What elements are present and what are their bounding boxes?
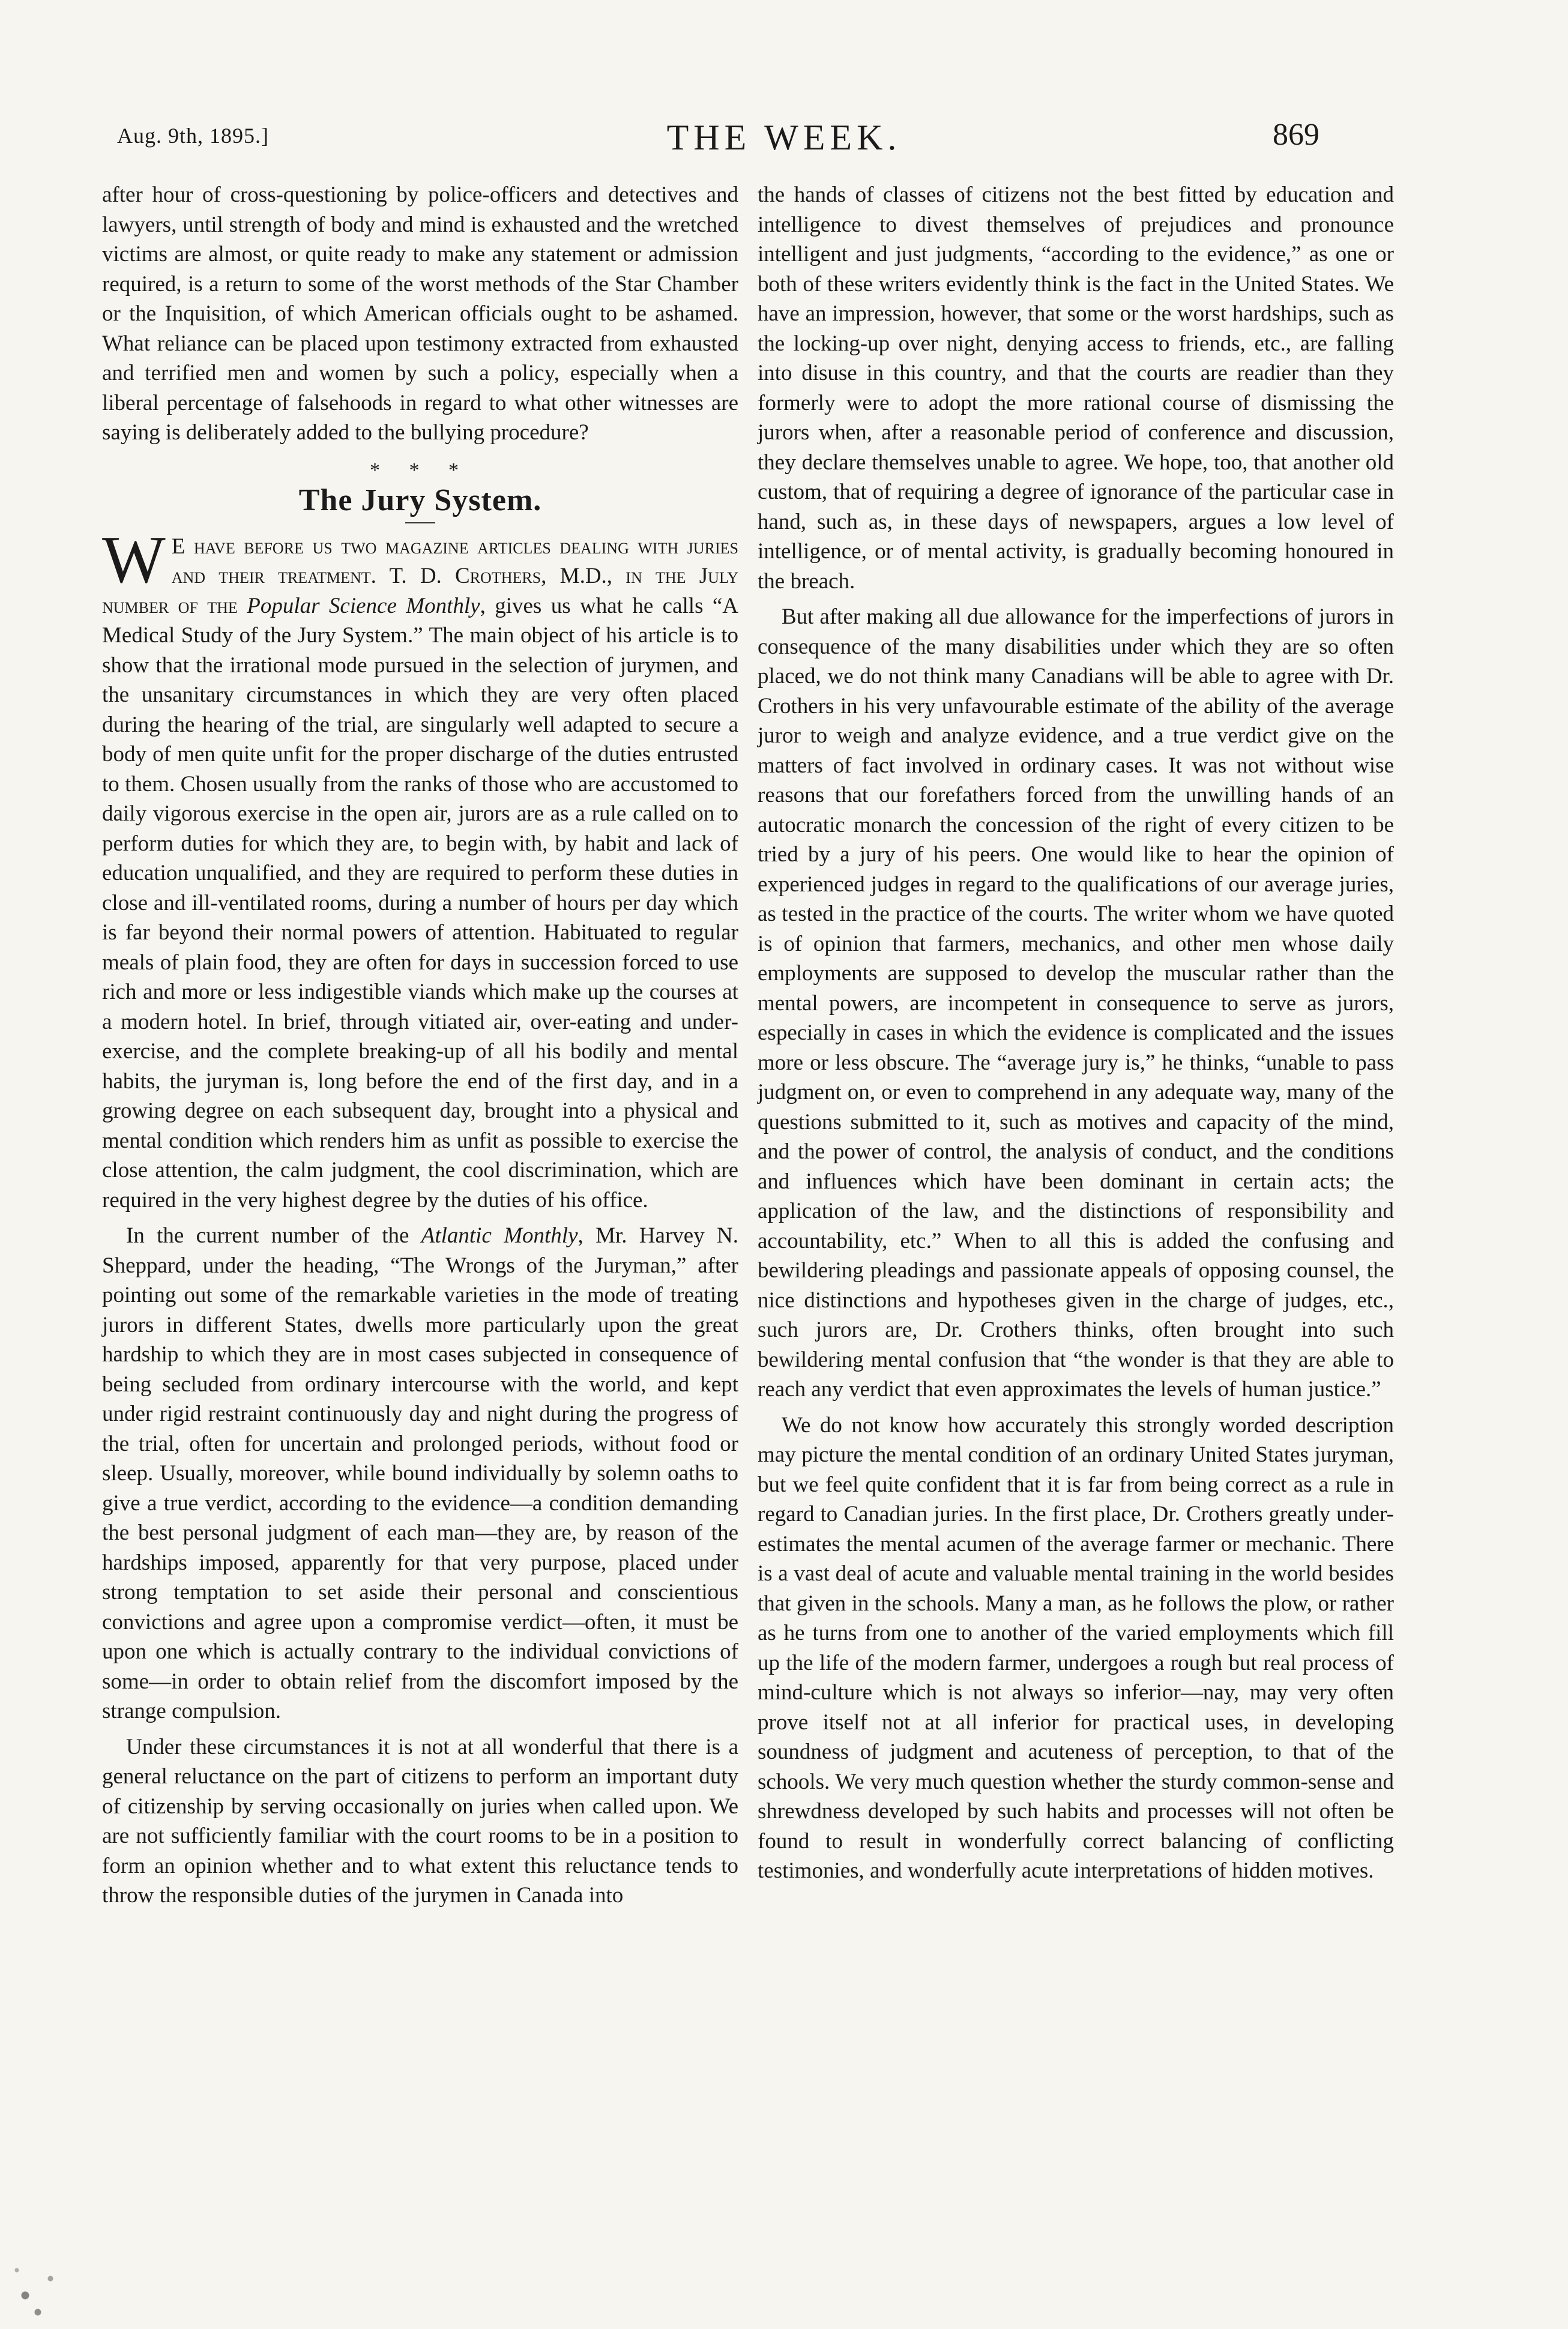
article-paragraph-2 [102, 1221, 738, 1726]
scan-artifact [0, 2245, 84, 2329]
article-paragraph-5: But after making all due allowance for the imperfections of jurors in consequence of the many disabilities under which they are so often placed, we do not think many Canadians will be able to agree with Dr. Crothers in his very unfavourable estimate of the ability of the average juror to weigh and analyze evidence, and a true verdict give on the matters of fact involved in ordinary cases. It was not without wise reasons that our forefathers forced from the unwilling hands of an autocratic monarch the concession of the right of every citizen to be tried by a jury of his peers. One would like to hear the opinion of experienced judges in regard to the qualifications of our average juries, as tested in the practice of the courts. The writer whom we have quoted is of opinion that farmers, mechanics, and other men whose daily employments are supposed to develop the muscular rather than the mental powers, are incompetent in consequence to serve as jurors, especially in cases in which the evidence is complicated and the issues more or less obscure. The “average jury is,” he thinks, “unable to pass judgment on, or even to comprehend in any adequate way, many of the questions submitted to it, such as motives and capacity of the mind, and the power of control, the analysis of conduct, and the conditions and influences which have been dominant in certain acts; the application of the law, and the distinctions of responsibility and accountability, etc.” When to all this is added the confusing and bewildering pleadings and passionate appeals of opposing counsel, the nice distinctions and hypotheses given in the charge of judges, etc., such jurors are, Dr. Crothers thinks, often brought into such bewildering mental confusion that “the wonder is that they are able to reach any verdict that even approximates the levels of human justice.” [758, 604, 1394, 1402]
paragraph-lead: In the current number of the [126, 1223, 421, 1248]
article-paragraph-1 [102, 522, 739, 1216]
page-number: 869 [1273, 118, 1319, 152]
article-paragraph-3: Under these circumstances it is not at all wonderful that there is a general reluctance on the part of citizens to perform an important duty of citizenship by serving occasionally on juries when called upon. We are not sufficiently familiar with the court rooms to be in a position to form an opinion whether and to what extent this reluctance tends to throw the responsible duties of the jurymen in Canada into [102, 1734, 738, 1908]
continued-paragraph: after hour of cross-questioning by police-officers and detectives and lawyers, until strength of body and mind is exhausted and the wretched victims are almost, or quite ready to make any statement or admission required, is a return to some of the worst methods of the Star Chamber or the Inquisition, of which American officials ought to be ashamed. What reliance can be placed upon testimony extracted from exhausted and terrified men and women by such a policy, especially when a liberal percentage of falsehoods in regard to what other witnesses are saying is deliberately added to the bullying procedure? [102, 182, 738, 445]
journal-title: THE WEEK. [666, 118, 902, 157]
article-paragraph-4: the hands of classes of citizens not the best fitted by education and intelligence to divest themselves of prejudices and pronounce intelligent and just judgments, “according to the evidence,” as one or both of these writers evidently think is the fact in the United States. We have an impression, however, that some or the worst hardships, such as the locking-up over night, denying access to friends, etc., are falling into disuse in this country, and that the courts are readier than they formerly were to adopt the more rational course of dismissing the jurors when, after a reasonable period of conference and discussion, they declare themselves unable to agree. We hope, too, that another old custom, that of requiring a degree of ignorance of the particular case in hand, such as, in these days of newspapers, argues a low level of intelligence, or of mental activity, is gradually becoming honoured in the breach. [758, 182, 1394, 594]
right-column [758, 180, 1394, 1892]
section-title: The Jury System. [298, 483, 542, 517]
title-rule [405, 522, 435, 523]
issue-date: Aug. 9th, 1895.] [117, 124, 269, 148]
article-paragraph-6: We do not know how accurately this strongly worded description may picture the mental condition of an ordinary United States juryman, but we feel quite confident that it is far from being correct as a rule in regard to Canadian juries. In the first place, Dr. Crothers greatly under-estimates the mental acumen of the average farmer or mechanic. There is a vast deal of acute and valuable mental training in the world besides that given in the schools. Many a man, as he follows the plow, or rather as he turns from one to another of the varied employments which fill up the life of the modern farmer, undergoes a rough but real process of mind-culture which is not always so inferior—nay, may very often prove itself not at all inferior for practical uses, in developing soundness of judgment and acuteness of perception, to that of the schools. We very much question whether the sturdy common-sense and shrewdness developed by such habits and processes will not often be found to result in wonderfully correct balancing of conflicting testimonies, and wonderfully acute interpretations of hidden motives. [758, 1412, 1394, 1883]
section-divider-stars: * * * [370, 459, 471, 481]
left-column [102, 180, 738, 1917]
drop-cap: W [102, 522, 166, 597]
publication-name: Popular Science Monthly [247, 593, 480, 618]
paragraph-lead: E have before us two magazine articles dealing with juries and their treatment. T. D. Crothers, M.D., in the July number of the [102, 534, 738, 618]
paragraph-text: , Mr. Harvey N. Sheppard, under the heading, “The Wrongs of the Juryman,” after pointing out some of the remarkable varieties in the mode of treating jurors in different States, dwells more particularly upon the great hardship to which they are in most cases subjected in consequence of being secluded from ordinary intercourse with the world, and kept under rigid restraint continuously day and night during the progress of the trial, often for uncertain and prolonged periods, without food or sleep. Usually, moreover, while bound individually by solemn oaths to give a true verdict, according to the evidence—a condition demanding the best personal judgment of each man—they are, by reason of the hardships imposed, apparently for that very purpose, placed under strong temptation to set aside their personal and conscientious convictions and agree upon a compromise verdict—often, it must be upon one which is actually contrary to the individual convictions of some—in order to obtain relief from the discomfort imposed by the strange compulsion. [102, 1223, 738, 1723]
page-header [0, 117, 1568, 171]
paragraph-text: , gives us what he calls “A Medical Study of the Jury System.” The main object of his article is to show that the irrational mode pursued in the selection of jurymen, and the unsanitary circumstances in which they are very often placed during the hearing of the trial, are singularly well adapted to secure a body of men quite unfit for the proper discharge of the duties entrusted to them. Chosen usually from the ranks of those who are accustomed to daily vigorous exercise in the open air, jurors are as a rule called on to perform duties for which they are, to begin with, by habit and lack of education unqualified, and they are required to perform these duties in close and ill-ventilated rooms, during a number of hours per day which is far beyond their normal powers of attention. Habituated to regular meals of plain food, they are often for days in succession forced to use rich and more or less indigestible viands which make up the courses at a modern hotel. In brief, through vitiated air, over-eating and under-exercise, and the complete breaking-up of all his bodily and mental habits, the juryman is, long before the end of the first day, and in a growing degree on each subsequent day, brought into a physical and mental condition which renders him as unfit as possible to exercise the close attention, the calm judgment, the cool discrimination, which are required in the very highest degree by the duties of his office. [102, 593, 739, 1213]
publication-name: Atlantic Monthly [421, 1223, 578, 1248]
